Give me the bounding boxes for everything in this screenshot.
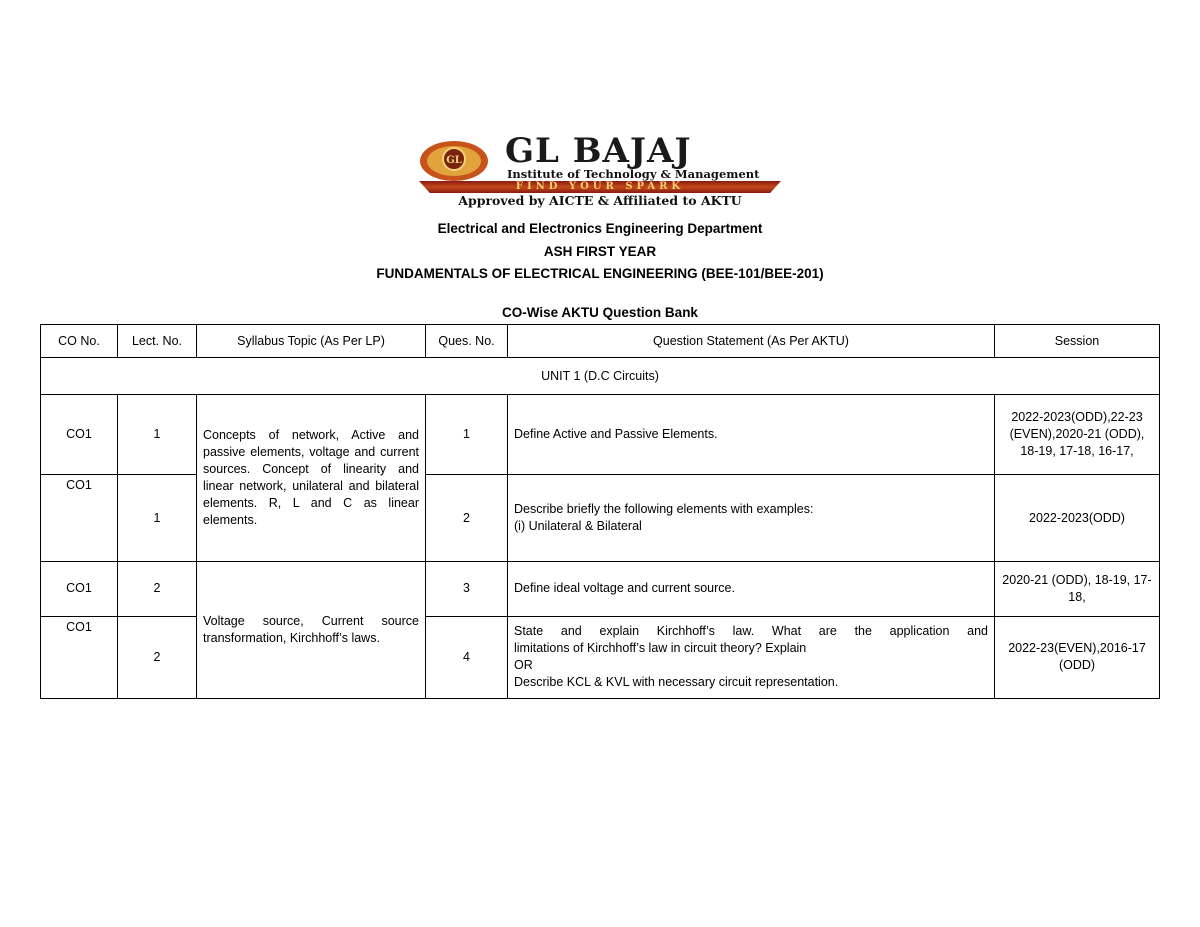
table-header-row	[41, 325, 1160, 358]
statement-line: Describe KCL & KVL with necessary circuit representation.	[514, 675, 839, 690]
logo-tagline: FIND YOUR SPARK	[515, 181, 685, 192]
session-cell: 2020-21 (ODD), 18-19, 17-18,	[995, 562, 1160, 616]
column-header-ques: Ques. No.	[426, 325, 508, 358]
column-header-topic: Syllabus Topic (As Per LP)	[197, 325, 426, 358]
column-header-lect: Lect. No.	[118, 325, 197, 358]
topic-cell: Voltage source, Current source transformation, Kirchhoff’s laws.	[197, 562, 426, 699]
topic-cell: Concepts of network, Active and passive elements, voltage and current sources. Concept of linearity and linear network, unilateral and bilateral elements. R, L and C as linear elements.	[197, 395, 426, 562]
session-cell: 2022-2023(ODD),22-23 (EVEN),2020-21 (ODD), 18-19, 17-18, 16-17,	[995, 395, 1160, 474]
statement-line: (i) Unilateral & Bilateral	[514, 519, 642, 533]
statement-line: Describe briefly the following elements with examples:	[514, 502, 814, 516]
session-cell: 2022-2023(ODD)	[995, 474, 1160, 561]
logo-approval: Approved by AICTE & Affiliated to AKTU	[458, 193, 742, 208]
lect-cell: 1	[118, 395, 197, 474]
unit-row	[41, 358, 1160, 395]
question-bank-table	[40, 324, 1160, 699]
emblem-icon	[419, 139, 489, 183]
institute-logo	[413, 131, 787, 211]
lect-cell: 1	[118, 474, 197, 561]
session-cell: 2022-23(EVEN),2016-17 (ODD)	[995, 616, 1160, 698]
ques-cell: 3	[426, 562, 508, 616]
lect-cell: 2	[118, 616, 197, 698]
column-header-session: Session	[995, 325, 1160, 358]
ques-cell: 4	[426, 616, 508, 698]
table-row	[41, 562, 1160, 616]
year-heading: ASH FIRST YEAR	[543, 244, 657, 259]
logo-institute: Institute of Technology & Management	[507, 167, 760, 181]
statement-cell	[508, 616, 995, 698]
co-cell: CO1	[41, 395, 118, 474]
co-cell: CO1	[41, 616, 118, 698]
logo-title: GL BAJAJ	[505, 131, 692, 171]
unit-label: UNIT 1 (D.C Circuits)	[41, 358, 1160, 395]
statement-line: limitations of Kirchhoff’s law in circuit theory? Explain	[514, 641, 807, 656]
ques-cell: 2	[426, 474, 508, 561]
emblem-text: GL	[446, 155, 462, 166]
subject-heading: FUNDAMENTALS OF ELECTRICAL ENGINEERING (BEE-101/BEE-201)	[376, 266, 824, 281]
statement-line: State and explain Kirchhoff’s law. What are the application and	[514, 624, 988, 639]
lect-cell: 2	[118, 562, 197, 616]
department-heading: Electrical and Electronics Engineering Department	[437, 221, 763, 236]
statement-cell	[508, 474, 995, 561]
statement-line: Define ideal voltage and current source.	[514, 581, 735, 596]
document-title: CO-Wise AKTU Question Bank	[502, 305, 698, 320]
statement-line: Define Active and Passive Elements.	[514, 427, 718, 442]
column-header-co: CO No.	[41, 325, 118, 358]
ques-cell: 1	[426, 395, 508, 474]
statement-line: OR	[514, 658, 533, 673]
co-cell: CO1	[41, 474, 118, 561]
statement-cell	[508, 562, 995, 616]
co-cell: CO1	[41, 562, 118, 616]
column-header-statement: Question Statement (As Per AKTU)	[508, 325, 995, 358]
table-row	[41, 395, 1160, 474]
statement-cell	[508, 395, 995, 474]
